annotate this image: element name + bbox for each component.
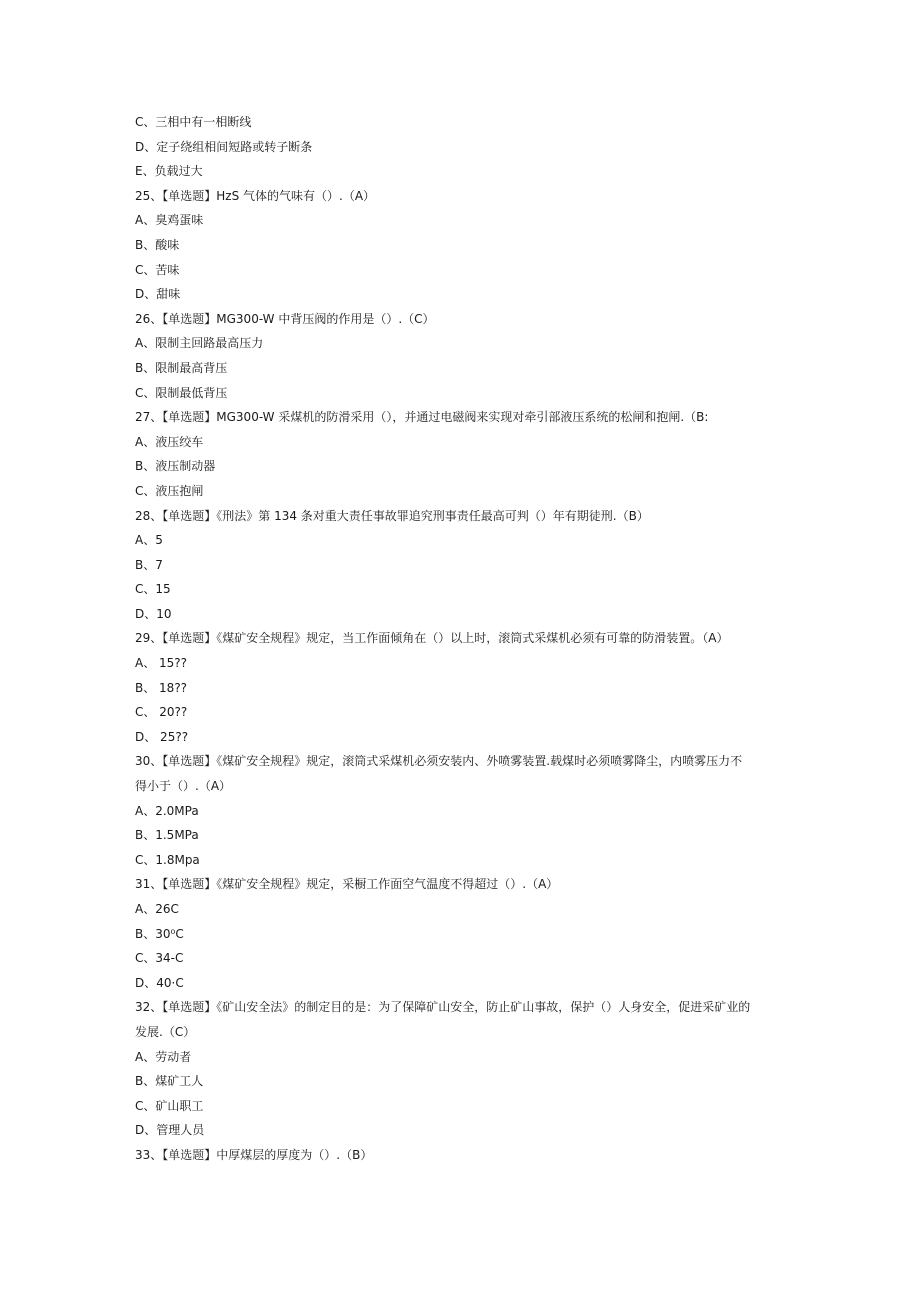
answer-option: C、1.8Mpa [135,852,200,867]
question-stem: 26、【单选题】MG300-W 中背压阀的作用是（）.（C） [135,311,435,326]
answer-option: D、甜味 [135,287,181,302]
question-stem: 29、【单选题】《煤矿安全规程》规定，当工作面倾角在（）以上时，滚筒式采煤机必须有可靠的防滑装置。（A） [135,631,729,646]
answer-option: B、煤矿工人 [135,1074,204,1089]
answer-option: A、 15?? [135,656,188,671]
question-list [135,110,795,1168]
answer-option: B、30⁰C [135,926,184,941]
answer-option: B、 18?? [135,680,188,695]
answer-option: A、臭鸡蛋味 [135,213,204,228]
question-stem: 31、【单选题】《煤矿安全规程》规定，采橱工作面空气温度不得超过（）.（A） [135,877,559,892]
answer-option: C、34-C [135,951,184,966]
answer-option: A、5 [135,533,163,548]
answer-option: C、15 [135,582,171,597]
answer-option: C、 20?? [135,705,188,720]
answer-option: B、7 [135,557,163,572]
question-stem: 32、【单选题】《矿山安全法》的制定目的是：为了保障矿山安全，防止矿山事故，保护（）人身安全，促进采矿业的 [135,1000,751,1015]
answer-option: A、限制主回路最高压力 [135,336,264,351]
answer-option: B、酸味 [135,237,180,252]
question-stem-continued: 发展.（C） [135,1024,196,1039]
answer-option: B、限制最高背压 [135,360,228,375]
answer-option: A、26C [135,902,179,916]
answer-option: A、液压绞车 [135,434,204,449]
answer-option: C、限制最低背压 [135,385,228,400]
answer-option: A、2.0MPa [135,803,199,818]
answer-option: D、定子绕组相间短路或转子断条 [135,139,313,154]
answer-option: A、劳动者 [135,1049,192,1064]
question-stem-continued: 得小于（）.（A） [135,779,232,794]
answer-option: C、苦味 [135,262,180,277]
answer-option: C、三相中有一相断线 [135,115,252,129]
question-stem: 30、【单选题】《煤矿安全规程》规定，滚筒式采煤机必须安装内、外喷雾装置.载煤时必须喷雾降尘，内喷雾压力不 [135,754,743,769]
answer-option: D、管理人员 [135,1123,205,1138]
answer-option: C、矿山职工 [135,1098,204,1113]
answer-option: E、负载过大 [135,164,203,179]
question-stem: 27、【单选题】MG300-W 采煤机的防滑采用（），并通过电磁阀来实现对牵引部液压系统的松闸和抱闸.（B: [135,410,709,425]
question-stem: 25、【单选题】HzS 气体的气味有（）.（A） [135,188,376,203]
answer-option: B、1.5MPa [135,828,199,843]
question-stem: 28、【单选题】《刑法》第 134 条对重大责任事故罪追究刑事责任最高可判（）年有期徒刑.（B） [135,508,649,523]
answer-option: D、40·C [135,975,184,990]
answer-option: D、 25?? [135,729,189,744]
question-stem: 33、【单选题】中厚煤层的厚度为（）.（B） [135,1147,373,1162]
answer-option: B、液压制动器 [135,459,216,474]
answer-option: D、10 [135,606,172,621]
answer-option: C、液压抱闸 [135,483,204,498]
